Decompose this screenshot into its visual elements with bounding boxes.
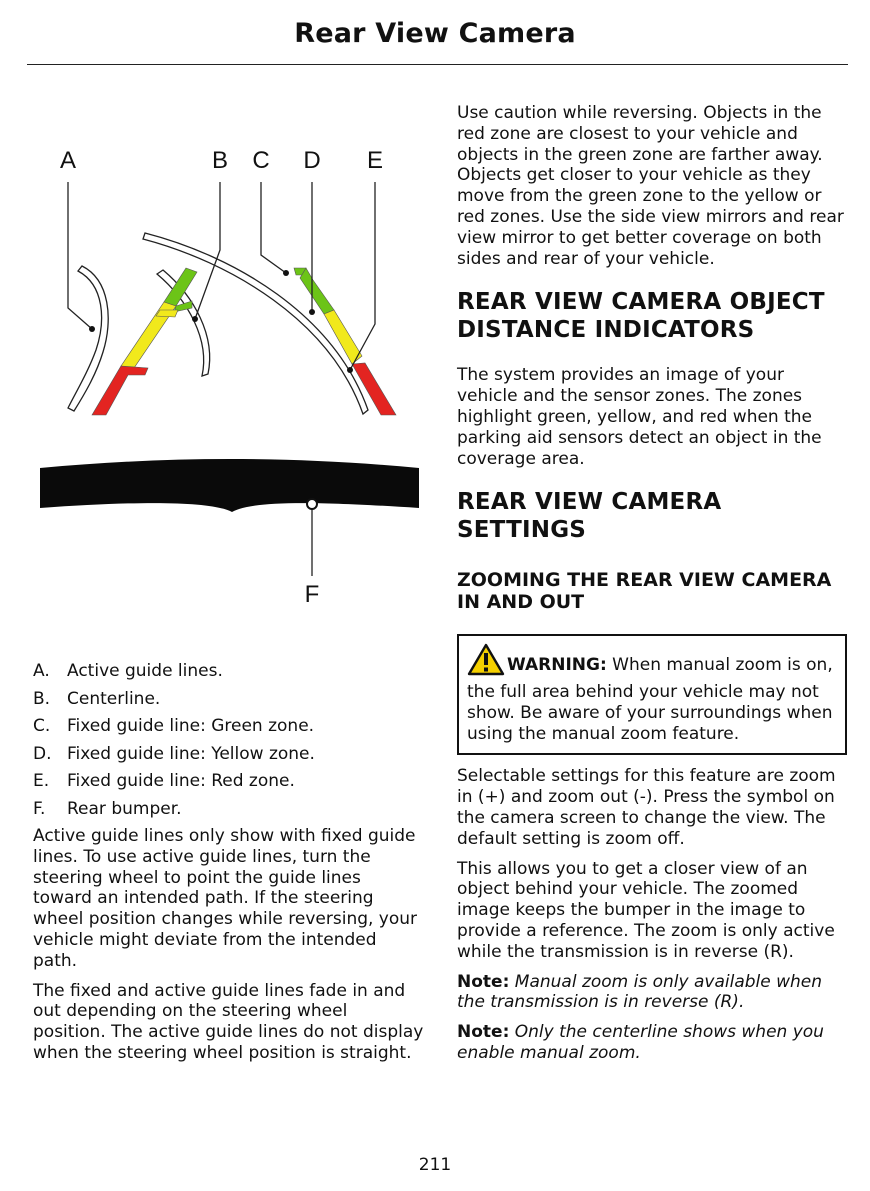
warning-text: When manual zoom is on, the full area behind your vehicle may not show. Be aware of your surroundings when using the manual zoom feature. [467,655,833,745]
legend-item: C. Fixed guide line: Green zone. [33,716,315,737]
left-column-text [33,826,425,1073]
right-column [457,103,847,1073]
zooming-subheading: ZOOMING THE REAR VIEW CAMERA IN AND OUT [457,569,832,614]
fade-paragraph: The fixed and active guide lines fade in and out depending on the steering wheel position. The active guide lines do not display when the steering wheel position is straight. [33,980,424,1063]
legend-item: B. Centerline. [33,688,161,709]
warning-label: WARNING: [507,655,607,676]
label-e: E [366,147,384,174]
closer-view-paragraph: This allows you to get a closer view of an object behind your vehicle. The zoomed image keeps the bumper in the image to provide a reference. The zoom is only active while the transmission is in reverse (R). [457,858,835,962]
active-guide-line [68,266,108,411]
right-yellow-zone [324,310,362,364]
warning-box [457,634,847,755]
label-b: B [211,147,229,174]
warning-triangle-icon [467,643,505,682]
page-number: 211 [418,1155,452,1175]
left-fixed-guide-lines [92,268,197,415]
label-d: D [303,147,321,174]
legend-item: E. Fixed guide line: Red zone. [33,771,295,792]
legend-item: A. Active guide lines. [33,661,223,681]
system-paragraph: The system provides an image of your vehicle and the sensor zones. The zones highlight green, yellow, and red when the parking aid sensors detect an object in the coverage area. [457,365,822,469]
note-manual-zoom: Note: Manual zoom is only available when the transmission is in reverse (R). [457,971,823,1013]
left-green-zone [164,268,197,306]
note-centerline: Note: Only the centerline shows when you enable manual zoom. [457,1022,824,1063]
object-distance-heading: REAR VIEW CAMERA OBJECT DISTANCE INDICATORS [457,289,825,344]
legend-item: D. Fixed guide line: Yellow zone. [33,743,315,764]
legend-item: F. Rear bumper. [33,798,182,819]
caution-paragraph: Use caution while reversing. Objects in the red zone are closest to your vehicle and objects in the green zone are farther away. Objects get closer to your vehicle as they move from the green zone to the yellow or red zones. Use the side view mirrors and rear view mirror to get better coverage on both sides and rear of your vehicle. [457,103,844,269]
label-a: A [59,147,77,174]
title-divider [27,64,848,65]
selectable-settings-paragraph: Selectable settings for this feature are zoom in (+) and zoom out (-). Press the symbol on the camera screen to change the view. The default setting is zoom off. [457,766,836,849]
right-green-zone [300,268,334,314]
left-yellow-tick [156,310,178,317]
page-title: Rear View Camera [294,18,576,49]
bumper-callout-dot [307,499,317,509]
rear-camera-diagram [0,100,440,610]
left-red-zone [92,366,148,415]
label-c: C [252,147,270,174]
diagram-legend [33,658,423,824]
label-f: F [304,581,320,608]
right-fixed-guide-lines [294,268,396,415]
active-guide-lines-paragraph: Active guide lines only show with fixed guide lines. To use active guide lines, turn the steering wheel to point the guide lines toward an intended path. If the steering wheel position changes while reversing, your vehicle might deviate from the intended path. [33,826,418,971]
camera-settings-heading: REAR VIEW CAMERA SETTINGS [457,489,722,544]
rear-bumper [40,459,419,512]
